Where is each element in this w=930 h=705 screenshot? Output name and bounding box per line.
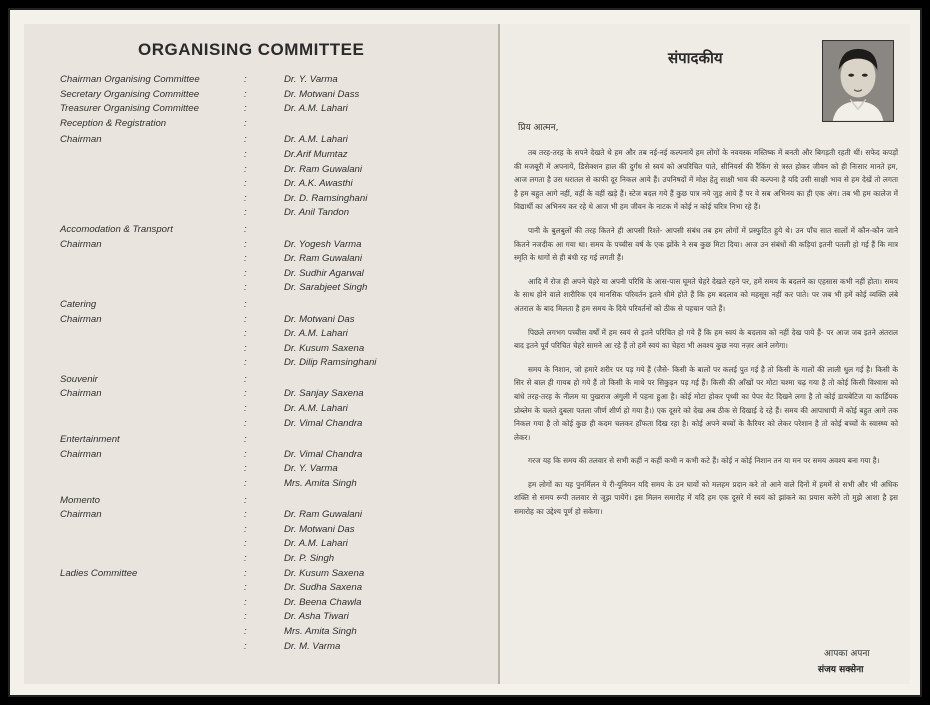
colon-separator: : [244, 74, 247, 85]
organising-committee-title: ORGANISING COMMITTEE [138, 40, 365, 59]
colon-separator: : [244, 134, 247, 146]
colon-separator: : [244, 298, 247, 310]
committee-member-name: Dr. Anil Tandon [284, 207, 350, 219]
colon-separator: : [244, 103, 247, 115]
committee-row [60, 178, 490, 193]
left-page [24, 24, 498, 684]
committee-row [60, 597, 490, 612]
committee-role: Secretary Organising Committee [60, 88, 200, 100]
committee-row [60, 403, 490, 418]
committee-role: Momento [60, 494, 100, 506]
committee-row [60, 509, 490, 524]
colon-separator: : [244, 567, 247, 579]
committee-row [60, 268, 490, 283]
colon-separator: : [244, 192, 247, 204]
committee-member-name: Dr. Motwani Das [284, 313, 355, 325]
committee-row [60, 418, 490, 433]
committee-member-name: Dr. Motwani Das [284, 523, 355, 535]
colon-separator: : [244, 523, 247, 535]
committee-row [60, 357, 490, 372]
committee-row [60, 343, 490, 358]
editor-photo [822, 40, 894, 122]
committee-role: Chairman Organising Committee [60, 74, 200, 85]
colon-separator: : [244, 238, 247, 250]
committee-member-name: Dr. A.K. Awasthi [284, 178, 353, 190]
colon-separator: : [244, 148, 247, 160]
committee-row [60, 164, 490, 179]
colon-separator: : [244, 282, 247, 294]
committee-row [60, 193, 490, 208]
committee-role: Chairman [60, 509, 102, 521]
committee-row [60, 611, 490, 626]
committee-row [60, 641, 490, 656]
greeting: प्रिय आत्मन, [518, 123, 559, 133]
committee-row [60, 253, 490, 268]
committee-row [60, 524, 490, 539]
editorial-paragraph: गरज यह कि समय की तलवार से सभी कहीं न कहीं कभी न कभी कटे हैं। कोई न कोई निशान तन या मन पर समय अवश्य बना गया है। [528, 456, 880, 466]
committee-list [60, 74, 490, 655]
committee-row [60, 74, 490, 89]
colon-separator: : [244, 538, 247, 550]
committee-row [60, 299, 490, 314]
colon-separator: : [244, 553, 247, 564]
committee-row [60, 463, 490, 478]
colon-separator: : [244, 267, 247, 279]
committee-member-name: Mrs. Amita Singh [284, 478, 357, 490]
committee-role: Ladies Committee [60, 567, 138, 579]
committee-member-name: Dr. Y. Varma [284, 74, 338, 85]
portrait-image [823, 41, 893, 121]
colon-separator: : [244, 357, 247, 369]
colon-separator: : [244, 313, 247, 325]
colon-separator: : [244, 509, 247, 521]
committee-member-name: Mrs. Amita Singh [284, 625, 357, 637]
committee-row [60, 149, 490, 164]
colon-separator: : [244, 163, 247, 175]
committee-member-name: Dr.Arif Mumtaz [284, 148, 348, 160]
sign-off: आपका अपना [824, 649, 870, 659]
editorial-paragraph: तब तरह-तरह के सपने देखते थे हम और तब नई-नई कल्पनायें हम लोगों के नवयस्क मस्तिष्क में बनती और बिगड़ती रहती थीं। सफेद कपड़ों की मजबूरी में अपनायें, डिसेक्शन हाल की दुर्गंध से स्वयं को अपरिचित पाते, सीनियर्स की रैंकिंग से त्रस्त होकर जीवन को ही निःसार मानते हम, आज लगता है उस धरातल से काफी दूर निकल आये हैं। उपनिषदों में मोक्ष हेतु साक्षी भाव की कल्पना है यदि उसी साक्षी भाव से हम देखें तो लगता है हम बहुत आगे नहीं, वहीं के वहीं खड़े हैं। स्टेज बदल गये हैं कुछ पात्र नये जुड़ आये हैं पर वे सब अभिनय का ही एक अंग। तब भी हम कालेज में विद्यार्थी का अभिनय कर रहे थे आज भी हम जीवन के नाटक में कोई न कोई चरित्र निभा रहे हैं। [514, 148, 898, 212]
colon-separator: : [244, 342, 247, 354]
committee-member-name: Dr. Vimal Chandra [284, 448, 363, 460]
colon-separator: : [244, 596, 247, 608]
committee-row [60, 478, 490, 493]
colon-separator: : [244, 328, 247, 340]
committee-member-name: Dr. A.M. Lahari [284, 403, 348, 415]
committee-row [60, 582, 490, 597]
colon-separator: : [244, 625, 247, 637]
editorial-body [514, 146, 898, 529]
committee-row [60, 568, 490, 583]
committee-row [60, 282, 490, 297]
committee-member-name: Dr. Sudha Saxena [284, 582, 363, 594]
committee-member-name: Dr. Motwani Dass [284, 88, 360, 100]
committee-member-name: Dr. Y. Varma [284, 463, 338, 475]
colon-separator: : [244, 117, 247, 129]
committee-row [60, 314, 490, 329]
editorial-paragraph: समय के निशान, जो हमारे शरीर पर पड़ गये हैं (जैसे- किसी के बालों पर कलई पुत गई है तो किसी के गालों की लाली धुल गई है। किसी के सिर से बाल ही गायब हो गये हैं तो किसी के माथे पर सिकुड़न पड़ गई हैं। किसी की आँखों पर मोटा चश्मा चढ़ गया है तो कोई किसी विश्वास को बांधे तरह-तरह के नीलम या पुखराज अंगुली में पहना हुआ है। कोई मोटा होकर पृथ्वी का पेपर वेट दिखने लगा है तो कोई डायबेटिज या कार्डियक प्रोब्लेम के चलते दुबला पतला जीर्ण शीर्ण हो गया है।) एक दूसरे को देख अब ठीक से दिखाई दे रहे हैं। समय की आपाधापी में कोई बहुत आगे तक निकल गया है तो कोई कुछ ही कदम चलकर हाँफता दिख रहा है। कोई अपने बच्चों के कैरियर को लेकर परेशान है तो कोई बच्चों के स्वास्थ्य को लेकर। [514, 364, 898, 442]
colon-separator: : [244, 478, 247, 490]
brochure-frame [8, 8, 922, 697]
right-page [500, 24, 910, 684]
committee-role: Chairman [60, 134, 102, 146]
committee-member-name: Dr. Ram Guwalani [284, 163, 363, 175]
colon-separator: : [244, 494, 247, 506]
committee-member-name: Dr. Asha Tiwari [284, 611, 349, 623]
committee-member-name: Dr. D. Ramsinghani [284, 192, 368, 204]
colon-separator: : [244, 253, 247, 265]
committee-member-name: Dr. Ram Guwalani [284, 509, 363, 521]
colon-separator: : [244, 388, 247, 400]
committee-row [60, 207, 490, 222]
colon-separator: : [244, 640, 247, 652]
committee-role: Chairman [60, 313, 102, 325]
committee-member-name: Dr. Vimal Chandra [284, 417, 363, 429]
committee-row [60, 374, 490, 389]
committee-row [60, 449, 490, 464]
colon-separator: : [244, 417, 247, 429]
committee-member-name: Dr. A.M. Lahari [284, 328, 348, 340]
committee-row [60, 224, 490, 239]
committee-role: Accomodation & Transport [60, 223, 173, 235]
signature: संजय सक्सेना [818, 665, 864, 675]
colon-separator: : [244, 611, 247, 623]
colon-separator: : [244, 434, 247, 446]
committee-role: Chairman [60, 238, 102, 250]
colon-separator: : [244, 88, 247, 100]
editorial-paragraph: हम लोगों का यह पुनर्मिलन ये री-यूनियन यदि समय के उन घावों को मलहम प्रदान करे तो आने वाले दिनों में हममें से सभी और भी अधिक शक्ति से समय रूपी तलवार से जूझ पायेंगे। इस मिलन समारोह में यदि हम एक दूसरे में स्वयं को झांकने का प्रयास करेंगे तो मुझे आशा है इस समारोह का उद्देश्य पूर्ण हो सकेगा। [514, 479, 898, 517]
committee-row [60, 239, 490, 254]
committee-member-name: Dr. P. Singh [284, 553, 335, 564]
colon-separator: : [244, 582, 247, 594]
committee-member-name: Dr. Dilip Ramsinghani [284, 357, 377, 369]
committee-role: Chairman [60, 448, 102, 460]
colon-separator: : [244, 373, 247, 385]
committee-role: Chairman [60, 388, 102, 400]
committee-role: Entertainment [60, 434, 120, 446]
committee-member-name: Dr. Sarabjeet Singh [284, 282, 368, 294]
committee-row [60, 89, 490, 104]
committee-row [60, 134, 490, 149]
committee-row [60, 388, 490, 403]
committee-member-name: Dr. A.M. Lahari [284, 103, 348, 115]
committee-row [60, 538, 490, 553]
committee-row [60, 118, 490, 133]
committee-member-name: Dr. Sudhir Agarwal [284, 267, 364, 279]
committee-member-name: Dr. M. Varma [284, 640, 341, 652]
committee-member-name: Dr. Sanjay Saxena [284, 388, 364, 400]
colon-separator: : [244, 463, 247, 475]
committee-member-name: Dr. Yogesh Varma [284, 238, 362, 250]
committee-role: Treasurer Organising Committee [60, 103, 199, 115]
committee-role: Reception & Registration [60, 117, 167, 129]
committee-row [60, 328, 490, 343]
committee-member-name: Dr. Ram Guwalani [284, 253, 363, 265]
editorial-paragraph: पिछले लगभग पच्चीस वर्षों में हम स्वयं से इतने परिचित हो गये हैं कि हम स्वयं के बदलाव को नहीं देख पाये हैं- पर आज जब इतने अंतराल बाद इतने पूर्व परिचित चेहरे सामने आ रहे हैं तो हमें स्वयं का चेहरा भी अवश्य कुछ नया नज़र आने लगेगा। [514, 327, 898, 351]
committee-role: Souvenir [60, 373, 98, 385]
colon-separator: : [244, 448, 247, 460]
colon-separator: : [244, 178, 247, 190]
committee-member-name: Dr. A.M. Lahari [284, 538, 348, 550]
editorial-title: संपादकीय [668, 49, 723, 67]
colon-separator: : [244, 223, 247, 235]
colon-separator: : [244, 207, 247, 219]
committee-member-name: Dr. Beena Chawla [284, 596, 362, 608]
brochure-spread [24, 24, 910, 684]
committee-member-name: Dr. A.M. Lahari [284, 134, 348, 146]
committee-row [60, 626, 490, 641]
colon-separator: : [244, 403, 247, 415]
committee-row [60, 495, 490, 510]
editorial-paragraph: आदि में रोज ही अपने चेहरे या अपनी परिधि के आस-पास घूमते चेहरे देखते रहने पर, हमें समय के बदलने का एहसास कभी नहीं होता। समय के साथ होने वाले शारीरिक एवं मानसिक परिवर्तन इतने धीमे होते हैं कि हम बदलाव को महसूस नहीं कर पाते। पर जब भी हमें कोई व्यक्ति लंबे अंतराल के बाद मिलता है हम समय के दिये परिवर्तनों को ठीक से पहचान पाते हैं। [514, 276, 898, 313]
committee-row [60, 434, 490, 449]
committee-row [60, 553, 490, 568]
committee-member-name: Dr. Kusum Saxena [284, 342, 365, 354]
committee-role: Catering [60, 298, 97, 310]
editorial-paragraph: पानी के बुलबुलों की तरह कितने ही आपसी रिश्ते- आपसी संबंध तब हम लोगों में प्रस्फुटित हुये थे। उन पाँच सात सालों में कौन-कौन जाने कितने नजदीक आ गया था। समय के पच्चीस वर्ष के एक झोंके ने सब कुछ मिटा दिया। आज उन संबंधों की कड़ियां इतनी पतली हो गई हैं कि मात्र स्मृति के धागों से ही बंधी रह गई लगती हैं। [514, 225, 898, 263]
committee-member-name: Dr. Kusum Saxena [284, 567, 365, 579]
committee-row [60, 103, 490, 118]
